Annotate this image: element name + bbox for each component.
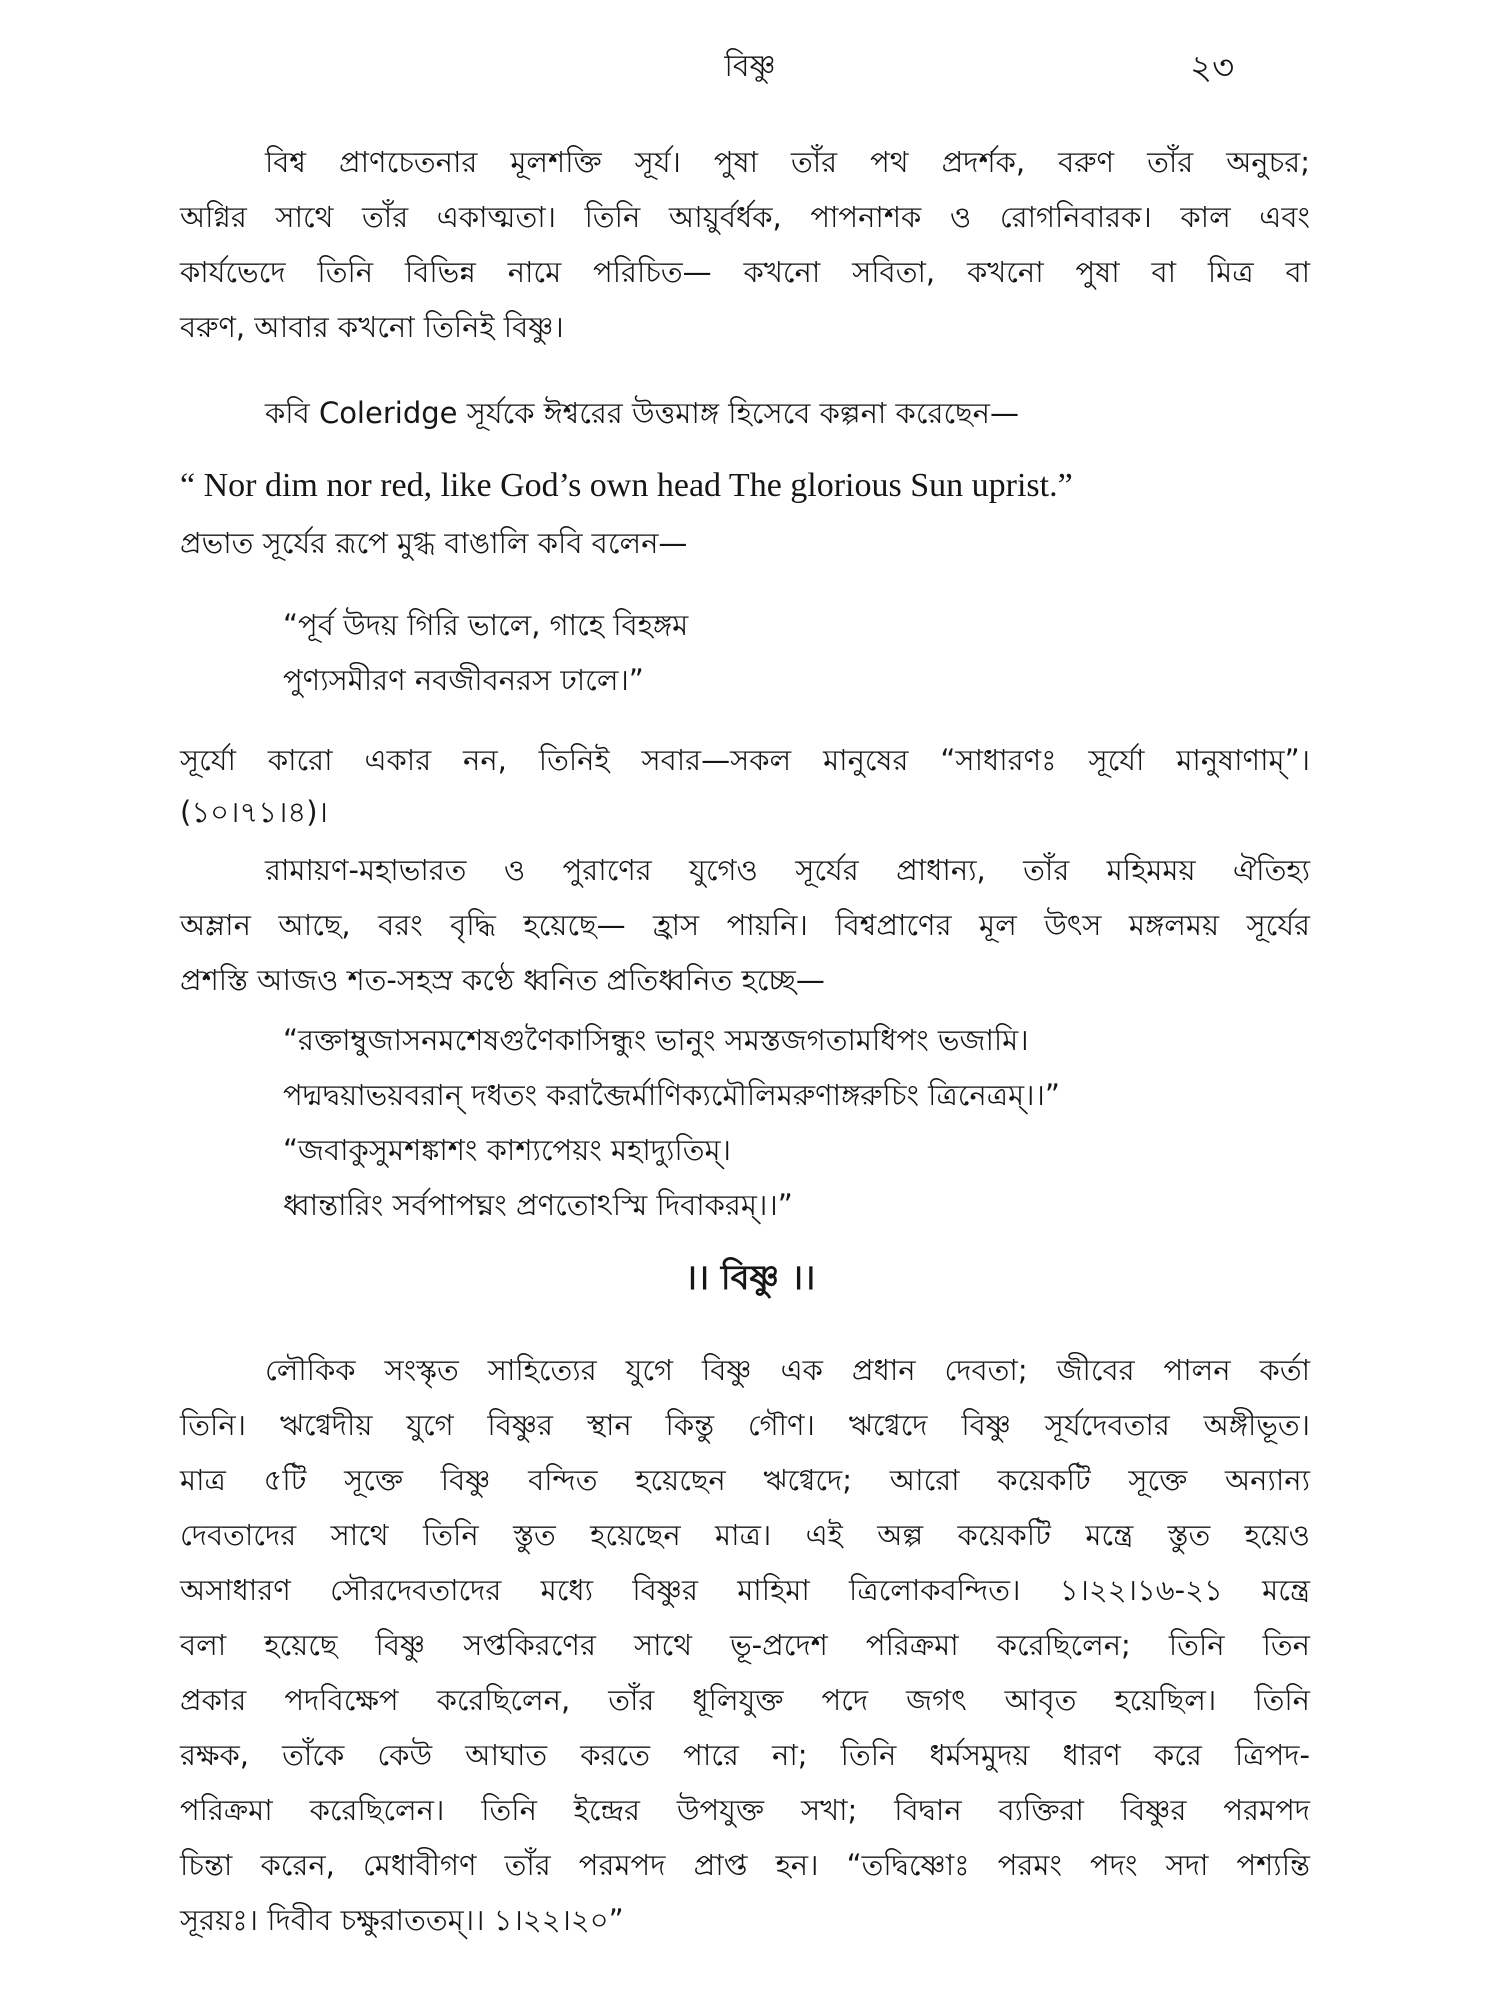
coleridge-quote: “ Nor dim nor red, like God’s own head The glorious Sun uprist.”	[180, 467, 1073, 504]
text-line: কার্যভেদে তিনি বিভিন্ন নামে পরিচিত— কখনো সবিতা, কখনো পুষা বা মিত্র বা	[180, 255, 1310, 289]
section-heading: ।। বিষ্ণু ।।	[684, 1258, 816, 1298]
bengali-poet-intro: প্রভাত সূর্যের রূপে মুগ্ধ বাঙালি কবি বলেন—	[180, 526, 688, 560]
hymn-line: ধ্বান্তারিং সর্বপাপঘ্নং প্রণতোঽস্মি দিবাকরম্।।”	[283, 1188, 793, 1222]
text-line: রক্ষক, তাঁকে কেউ আঘাত করতে পারে না; তিনি ধর্মসমুদয় ধারণ করে ত্রিপদ-	[180, 1738, 1310, 1772]
hymn-line: পদ্মদ্বয়াভয়বরান্ দধতং করাব্জৈর্মাণিক্যমৌলিমরুণাঙ্গরুচিং ত্রিনেত্রম্।।”	[283, 1078, 1060, 1112]
hymn-line: “জবাকুসুমশঙ্কাশং কাশ্যপেয়ং মহাদ্যুতিম্।	[283, 1133, 731, 1167]
text-line: বিশ্ব প্রাণচেতনার মূলশক্তি সূর্য। পুষা তাঁর পথ প্রদর্শক, বরুণ তাঁর অনুচর;	[265, 145, 1310, 179]
running-header: বিষ্ণু	[724, 49, 776, 84]
poem-line: পুণ্যসমীরণ নবজীবনরস ঢালে।”	[283, 663, 644, 697]
text-line: দেবতাদের সাথে তিনি স্তুত হয়েছেন মাত্র। এই অল্প কয়েকটি মন্ত্রে স্তুত হয়েও	[180, 1518, 1310, 1552]
text-line: প্রশস্তি আজও শত-সহস্র কণ্ঠে ধ্বনিত প্রতিধ্বনিত হচ্ছে—	[180, 963, 825, 997]
text-line: মাত্র ৫টি সূক্তে বিষ্ণু বন্দিত হয়েছেন ঋগ্বেদে; আরো কয়েকটি সূক্তে অন্যান্য	[180, 1463, 1310, 1497]
text-line: অম্লান আছে, বরং বৃদ্ধি হয়েছে— হ্রাস পায়নি। বিশ্বপ্রাণের মূল উৎস মঙ্গলময় সূর্যের	[180, 908, 1310, 942]
text-line: লৌকিক সংস্কৃত সাহিত্যের যুগে বিষ্ণু এক প্রধান দেবতা; জীবের পালন কর্তা	[265, 1353, 1310, 1387]
text-line: সূর্যো কারো একার নন, তিনিই সবার—সকল মানুষের “সাধারণঃ সূর্যো মানুষাণাম্”।	[180, 743, 1310, 777]
text-line: চিন্তা করেন, মেধাবীগণ তাঁর পরমপদ প্রাপ্ত হন। “তদ্বিষ্ণোঃ পরমং পদং সদা পশ্যন্তি	[180, 1848, 1310, 1882]
coleridge-intro: কবি Coleridge সূর্যকে ঈশ্বরের উত্তমাঙ্গ হিসেবে কল্পনা করেছেন—	[265, 396, 1019, 430]
text-line: প্রকার পদবিক্ষেপ করেছিলেন, তাঁর ধূলিযুক্ত পদে জগৎ আবৃত হয়েছিল। তিনি	[180, 1683, 1310, 1717]
text-line: পরিক্রমা করেছিলেন। তিনি ইন্দ্রের উপযুক্ত সখা; বিদ্বান ব্যক্তিরা বিষ্ণুর পরমপদ	[180, 1793, 1310, 1827]
poem-line: “পূর্ব উদয় গিরি ভালে, গাহে বিহঙ্গম	[283, 608, 689, 642]
text-line: (১০।৭১।৪)।	[180, 795, 328, 829]
text-line: তিনি। ঋগ্বেদীয় যুগে বিষ্ণুর স্থান কিন্তু গৌণ। ঋগ্বেদে বিষ্ণু সূর্যদেবতার অঙ্গীভূত।	[180, 1408, 1310, 1442]
page-number: ২৩	[1190, 48, 1235, 88]
text-line: বলা হয়েছে বিষ্ণু সপ্তকিরণের সাথে ভূ-প্রদেশ পরিক্রমা করেছিলেন; তিনি তিন	[180, 1628, 1310, 1662]
text-line: অগ্নির সাথে তাঁর একাত্মতা। তিনি আয়ুর্বর্ধক, পাপনাশক ও রোগনিবারক। কাল এবং	[180, 200, 1310, 234]
hymn-line: “রক্তাম্বুজাসনমশেষগুণৈকাসিন্ধুং ভানুং সমস্তজগতামধিপং ভজামি।	[283, 1023, 1029, 1057]
text-line: রামায়ণ-মহাভারত ও পুরাণের যুগেও সূর্যের প্রাধান্য, তাঁর মহিমময় ঐতিহ্য	[265, 853, 1310, 887]
text-line: অসাধারণ সৌরদেবতাদের মধ্যে বিষ্ণুর মাহিমা ত্রিলোকবন্দিত। ১।২২।১৬-২১ মন্ত্রে	[180, 1573, 1310, 1607]
text-line: সূরয়ঃ। দিবীব চক্ষুরাততম্।। ১।২২।২০”	[180, 1903, 624, 1937]
text-line: বরুণ, আবার কখনো তিনিই বিষ্ণু।	[180, 310, 564, 344]
